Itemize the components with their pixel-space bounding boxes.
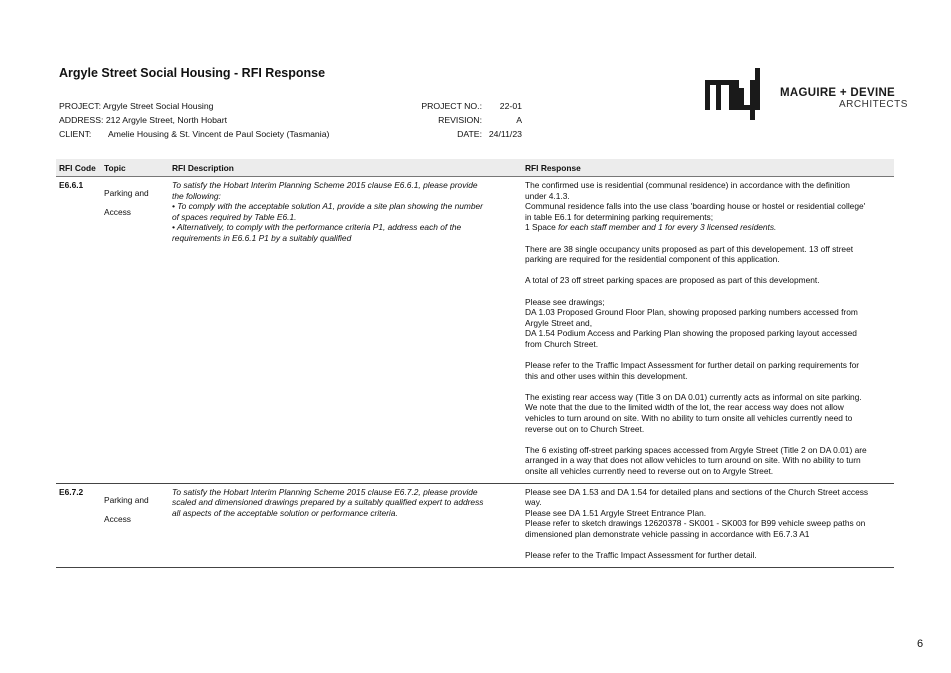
response-line: DA 1.54 Podium Access and Parking Plan showing the proposed parking layout accessed — [525, 328, 857, 339]
topic-line: Access — [104, 514, 131, 524]
project-label: PROJECT: — [59, 101, 101, 111]
response-line: way. — [525, 497, 542, 508]
description-line: of spaces required by Table E6.1. — [172, 211, 297, 222]
revision-label: REVISION: — [438, 115, 482, 125]
revision-row — [410, 113, 522, 127]
topic-line: Parking and — [104, 495, 149, 506]
description-line: To satisfy the Hobart Interim Planning Scheme 2015 clause E6.6.1, please provide — [172, 180, 478, 190]
description-line: all aspects of the acceptable solution or performance criteria. — [172, 507, 398, 518]
response-line: There are 38 single occupancy units proposed as part of this developement. 13 off street — [525, 243, 854, 254]
client-value: Amelie Housing & St. Vincent de Paul Society (Tasmania) — [107, 129, 330, 139]
response-line: under 4.1.3. — [525, 190, 570, 201]
description-line: To satisfy the Hobart Interim Planning Scheme 2015 clause E6.7.2, please provide — [172, 486, 478, 497]
response-line: Please see drawings; — [525, 296, 605, 307]
response-line: parking are required for the residential component of this application. — [525, 254, 780, 265]
header-rfi-code: RFI Code — [59, 162, 96, 173]
topic-cell — [104, 487, 172, 567]
company-logo — [705, 68, 908, 122]
response-line: We note that the due to the limited width of the lot, the rear access way does not allow — [525, 402, 844, 413]
address-label: ADDRESS: — [59, 115, 104, 125]
rfi-table — [56, 159, 894, 568]
response-paragraph — [525, 487, 894, 540]
topic-line: Parking and — [104, 188, 149, 199]
response-line — [525, 222, 894, 233]
response-line: Please refer to the Traffic Impact Assessment for further detail. — [525, 550, 757, 561]
response-italic-text: for each staff member and 1 for every 3 licensed residents. — [558, 222, 777, 233]
response-paragraph — [525, 392, 894, 434]
response-line: Please refer to sketch drawings 12620378 - SK001 - SK003 for B99 vehicle sweep paths on — [525, 518, 866, 529]
date-label: DATE: — [457, 129, 482, 139]
header-rfi-description: RFI Description — [172, 162, 234, 173]
response-line: dimensioned plan demonstrate vehicle passing in accordance with E6.7.3 A1 — [525, 529, 810, 539]
response-line: The existing rear access way (Title 3 on DA 0.01) currently acts as informal on site parking. — [525, 391, 862, 402]
project-value: Argyle Street Social Housing — [102, 101, 214, 111]
response-cell — [525, 487, 894, 567]
response-line: vehicles to turn around on site. With no ability to turn onsite all vehicles currently need to — [525, 413, 853, 424]
project-meta-right — [410, 99, 522, 141]
response-line: Please see DA 1.51 Argyle Street Entrance Plan. — [525, 507, 707, 518]
response-line: Please refer to the Traffic Impact Assessment for further detail on parking requirements for — [525, 360, 860, 371]
md-monogram-icon — [705, 68, 769, 122]
response-paragraph — [525, 275, 894, 286]
description-line: scaled and dimensioned drawings prepared by a suitably qualified expert to address — [172, 497, 484, 508]
response-line: The 6 existing off-street parking spaces accessed from Argyle Street (Title 2 on DA 0.01) are — [525, 444, 867, 455]
response-line: in table E6.1 for determining parking requirements; — [525, 211, 714, 222]
response-line: this and other uses within this development. — [525, 370, 688, 381]
document-title: Argyle Street Social Housing - RFI Response — [59, 66, 326, 80]
header-rfi-response: RFI Response — [525, 162, 581, 173]
client-row — [59, 127, 329, 141]
response-cell — [525, 180, 894, 483]
project-meta-left — [59, 99, 329, 141]
table-header — [56, 159, 894, 177]
rfi-code-cell: E6.6.1 — [59, 180, 84, 190]
response-paragraph — [525, 244, 894, 265]
response-paragraph — [525, 360, 894, 381]
response-paragraph — [525, 550, 894, 561]
topic-line: Access — [104, 207, 131, 218]
response-line: reverse out on to Church Street. — [525, 423, 645, 434]
project-no-row — [410, 99, 522, 113]
table-row — [56, 484, 894, 568]
address-row — [59, 113, 329, 127]
table-row — [56, 177, 894, 484]
address-value: 212 Argyle Street, North Hobart — [105, 115, 228, 125]
logo-name: MAGUIRE + DEVINE — [780, 87, 896, 99]
response-line: arranged in a way that does not allow vehicles to turn around on site. With no ability to turn — [525, 455, 861, 466]
description-line: requirements in E6.6.1 P1 by a suitably qualified — [172, 232, 352, 243]
response-text: 1 Space — [525, 222, 559, 233]
response-paragraph — [525, 297, 894, 350]
rfi-code-cell: E6.7.2 — [59, 486, 84, 497]
description-cell — [172, 180, 525, 483]
date-value: 24/11/23 — [488, 129, 522, 139]
description-cell — [172, 487, 525, 567]
response-line: Communal residence falls into the use class 'boarding house or hostel or residential college' — [525, 201, 866, 212]
description-line: • To comply with the acceptable solution A1, provide a site plan showing the number — [172, 201, 483, 212]
response-line: A total of 23 off street parking spaces are proposed as part of this development. — [525, 275, 820, 286]
response-paragraph — [525, 180, 894, 233]
date-row — [410, 127, 522, 141]
project-row — [59, 99, 329, 113]
client-label: CLIENT: — [59, 129, 92, 139]
response-line: Argyle Street and, — [525, 317, 593, 328]
response-line: Please see DA 1.53 and DA 1.54 for detailed plans and sections of the Church Street access — [525, 486, 869, 497]
revision-value: A — [516, 115, 522, 125]
project-no-value: 22-01 — [499, 101, 522, 111]
response-paragraph — [525, 445, 894, 477]
response-line: DA 1.03 Proposed Ground Floor Plan, showing proposed parking numbers accessed from — [525, 307, 858, 318]
description-line: • Alternatively, to comply with the performance criteria P1, address each of the — [172, 222, 462, 233]
response-line: onsite all vehicles currently need to reverse out on to Argyle Street. — [525, 466, 774, 477]
page-number: 6 — [917, 638, 924, 650]
description-line: the following: — [172, 190, 221, 201]
response-line: The confirmed use is residential (communal residence) in accordance with the definition — [525, 180, 850, 190]
header-topic: Topic — [104, 162, 126, 173]
response-line: from Church Street. — [525, 338, 599, 349]
logo-subtitle: ARCHITECTS — [839, 99, 908, 110]
topic-cell — [104, 180, 172, 483]
project-no-label: PROJECT NO.: — [421, 101, 482, 111]
